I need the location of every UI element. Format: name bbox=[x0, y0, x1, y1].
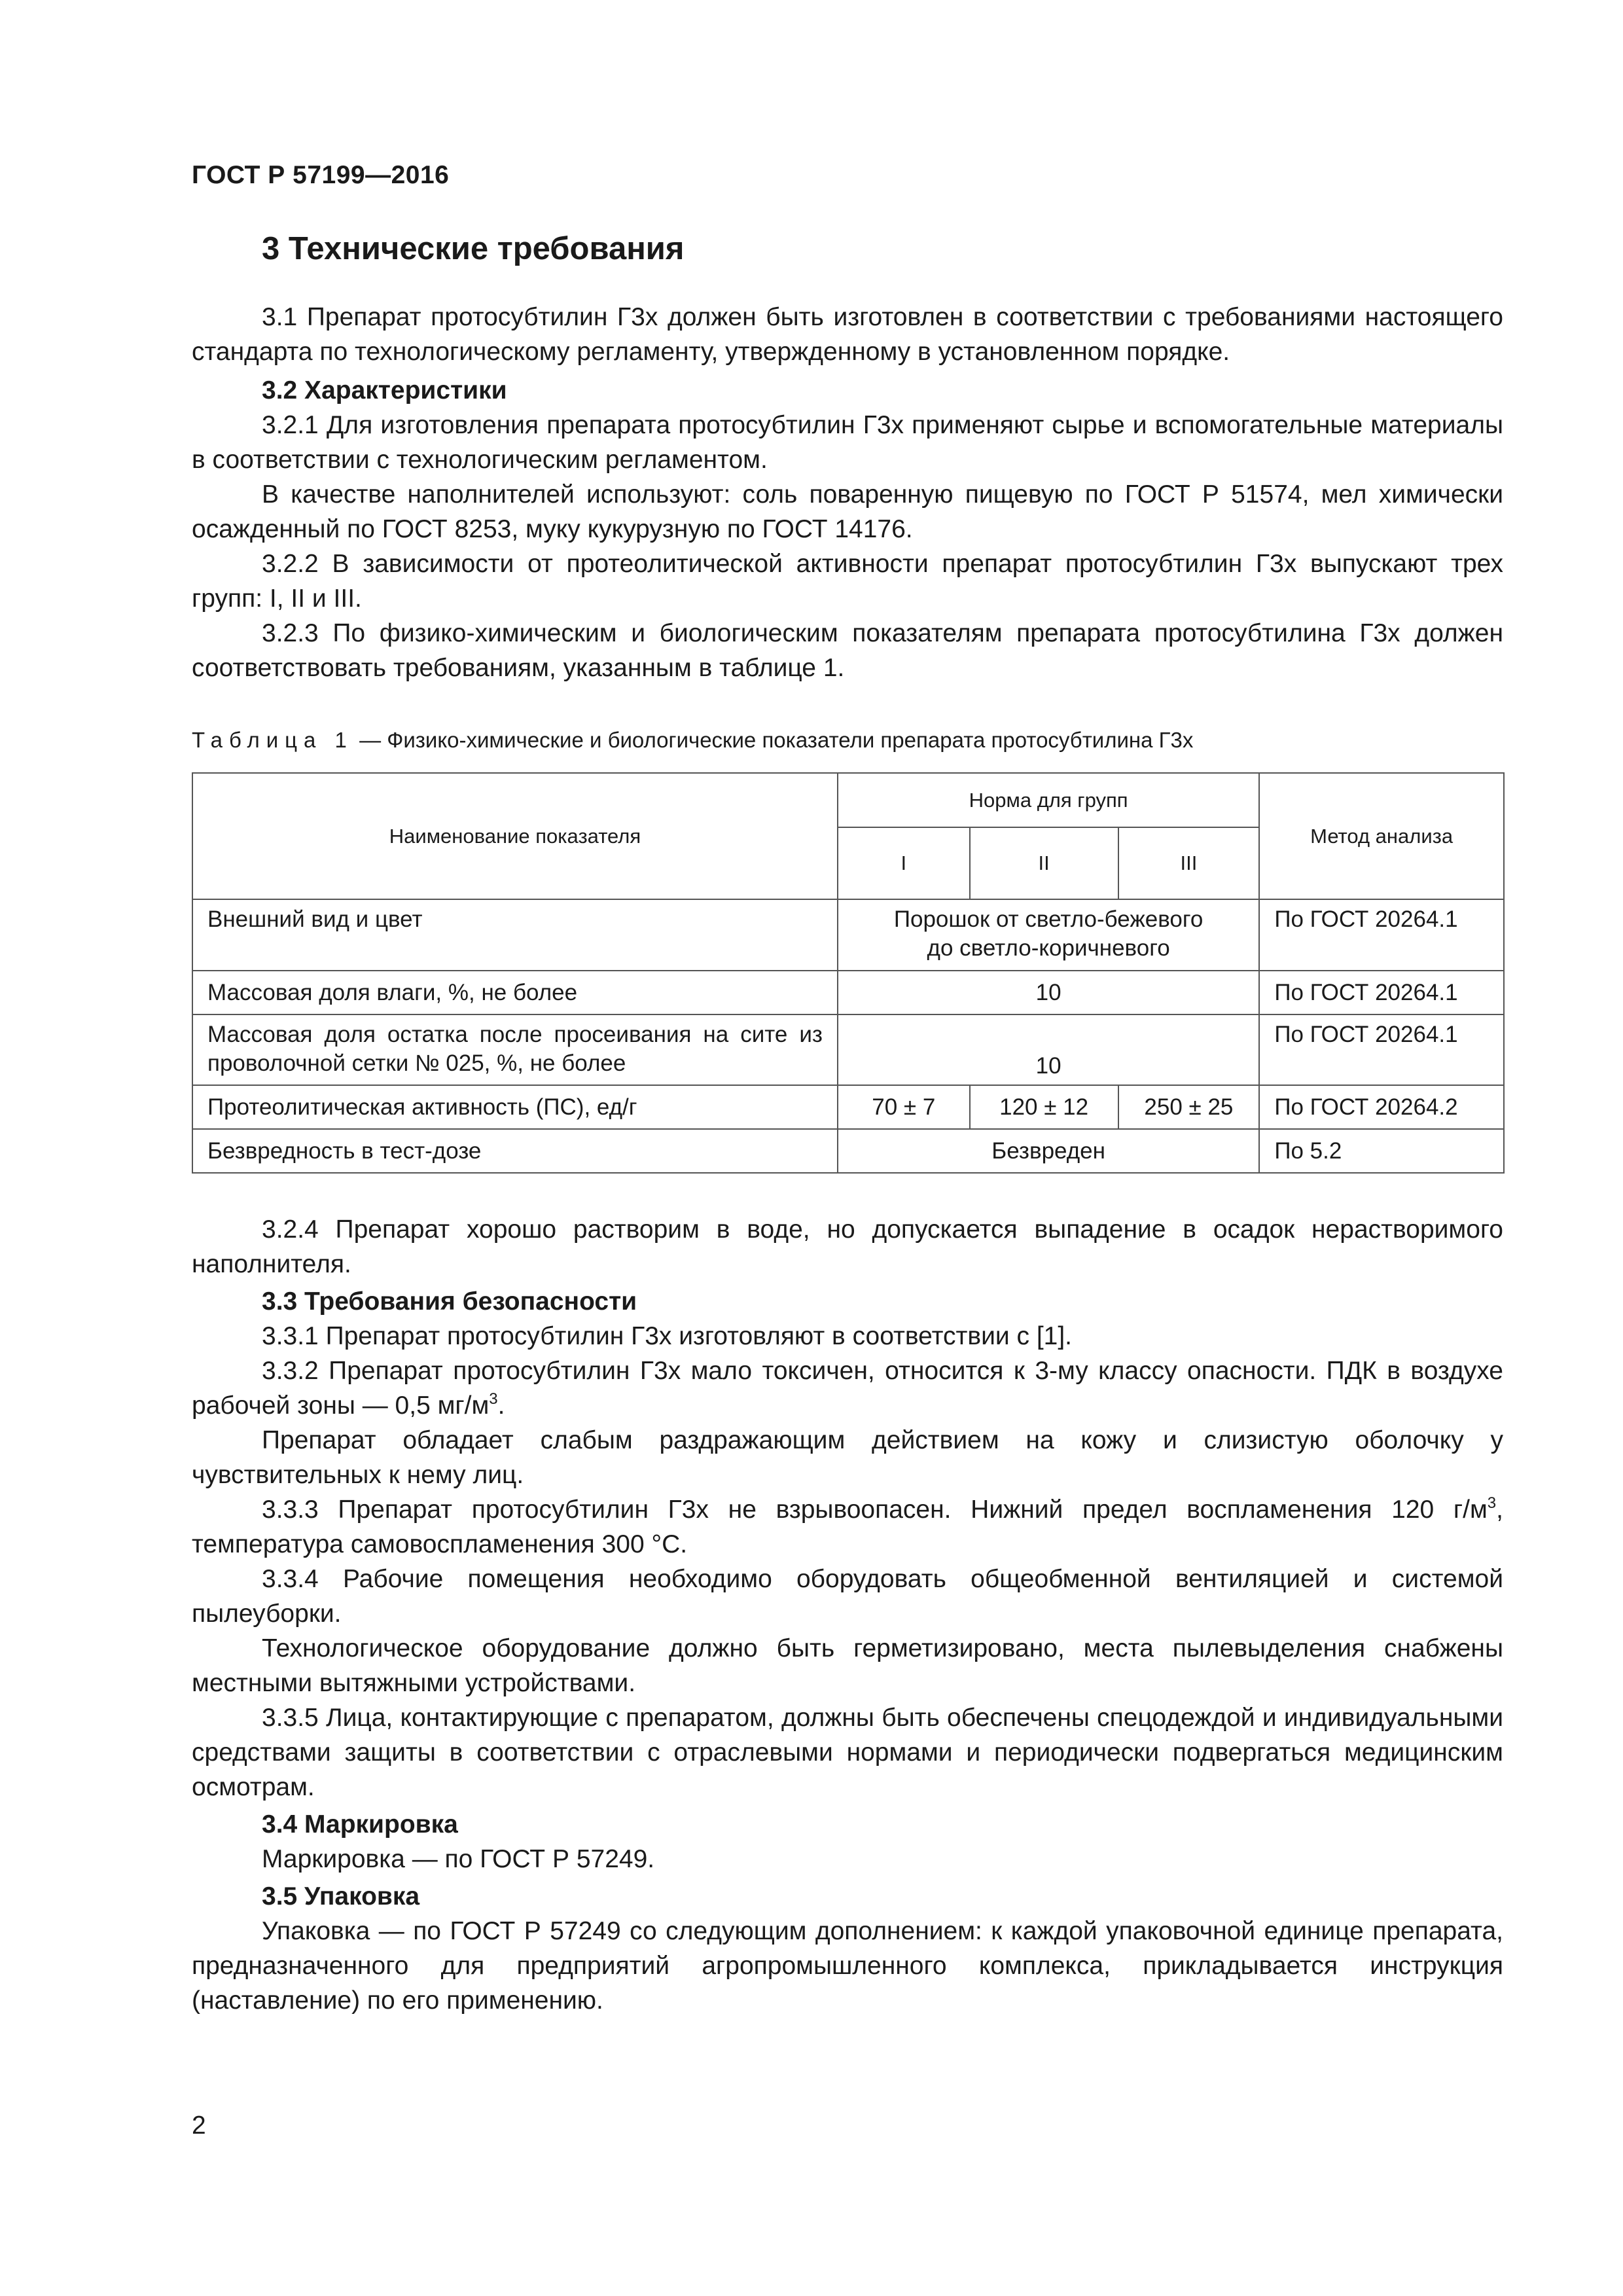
paragraph-3-3-2-end: . bbox=[497, 1391, 505, 1420]
table-row bbox=[192, 1129, 1504, 1173]
paragraph-3-3-5: 3.3.5 Лица, контактирующие с препаратом, должны быть обеспечены спецодеждой и индивидуальными средствами защиты в соответствии с отраслевыми нормами и периодически подвергаться медицинским осмотрам. bbox=[192, 1704, 1503, 1801]
cell-indicator-name: Протеолитическая активность (ПС), ед/г bbox=[192, 1085, 838, 1129]
section-title: 3 Технические требования bbox=[262, 231, 685, 266]
header-group-1: I bbox=[838, 827, 970, 899]
paragraph-3-3-3 bbox=[192, 1492, 1503, 1562]
table-row bbox=[192, 899, 1504, 971]
subsection-heading-3-3: 3.3 Требования безопасности bbox=[262, 1287, 637, 1316]
cell-norm-value-line2: до светло-коричневого bbox=[927, 935, 1170, 961]
cell-analysis-method: По ГОСТ 20264.2 bbox=[1259, 1085, 1504, 1129]
paragraph-3-5: Упаковка — по ГОСТ Р 57249 со следующим дополнением: к каждой упаковочной единице препарата, предназначенного для предприятий агропромышленного комплекса, прикладывается инструкция (наставление) по его применению. bbox=[192, 1917, 1503, 2015]
paragraph-3-2-3: 3.2.3 По физико-химическим и биологическим показателям препарата протосубтилина Г3х должен соответствовать требованиям, указанным в таблице 1. bbox=[192, 619, 1503, 682]
cell-group-2-value: 120 ± 12 bbox=[970, 1085, 1118, 1129]
cell-norm-value: 10 bbox=[838, 1014, 1259, 1085]
header-analysis-method: Метод анализа bbox=[1259, 773, 1504, 899]
table-caption-text: — Физико-химические и биологические показатели препарата протосубтилина Г3х bbox=[353, 728, 1194, 752]
paragraph-3-3-1: 3.3.1 Препарат протосубтилин Г3х изготовляют в соответствии с [1]. bbox=[262, 1322, 1073, 1350]
paragraph-3-3-2-irritation: Препарат обладает слабым раздражающим действием на кожу и слизистую оболочку у чувствительных к нему лиц. bbox=[192, 1426, 1503, 1489]
paragraph-3-3-2-text: 3.3.2 Препарат протосубтилин Г3х мало токсичен, относится к 3-му классу опасности. ПДК в воздухе рабочей зоны — 0,5 мг/м bbox=[192, 1357, 1503, 1420]
header-norm-for-groups: Норма для групп bbox=[838, 773, 1259, 827]
subsection-heading-3-2: 3.2 Характеристики bbox=[262, 376, 507, 404]
cell-analysis-method: По ГОСТ 20264.1 bbox=[1259, 1014, 1504, 1085]
page-number: 2 bbox=[192, 2111, 206, 2140]
cell-indicator-name: Внешний вид и цвет bbox=[192, 899, 838, 971]
superscript: 3 bbox=[1487, 1494, 1497, 1512]
table-row bbox=[192, 1014, 1504, 1085]
cell-analysis-method: По ГОСТ 20264.1 bbox=[1259, 971, 1504, 1014]
header-group-3: III bbox=[1118, 827, 1260, 899]
cell-indicator-name: Безвредность в тест-дозе bbox=[192, 1129, 838, 1173]
cell-indicator-name: Массовая доля влаги, %, не более bbox=[192, 971, 838, 1014]
paragraph-3-1: 3.1 Препарат протосубтилин Г3х должен быть изготовлен в соответствии с требованиями настоящего стандарта по технологическому регламенту, утвержденному в установленном порядке. bbox=[192, 303, 1503, 366]
table-row bbox=[192, 1085, 1504, 1129]
section-3-continued bbox=[192, 1212, 1503, 2018]
cell-norm-value-line1: Порошок от светло-бежевого bbox=[893, 906, 1204, 932]
table-caption-label: Таблица 1 bbox=[192, 728, 353, 752]
cell-group-3-value: 250 ± 25 bbox=[1118, 1085, 1260, 1129]
cell-analysis-method: По ГОСТ 20264.1 bbox=[1259, 899, 1504, 971]
paragraph-3-2-2: 3.2.2 В зависимости от протеолитической активности препарат протосубтилин Г3х выпускают трех групп: I, II и III. bbox=[192, 550, 1503, 613]
paragraph-3-3-3-text: 3.3.3 Препарат протосубтилин Г3х не взрывоопасен. Нижний предел воспламенения 120 г/м bbox=[262, 1496, 1488, 1524]
subsection-heading-3-5: 3.5 Упаковка bbox=[262, 1882, 420, 1910]
table-header-row bbox=[192, 773, 1504, 827]
section-3-intro bbox=[192, 300, 1503, 685]
cell-norm-value: Безвреден bbox=[838, 1129, 1259, 1173]
paragraph-3-3-4-equipment: Технологическое оборудование должно быть герметизировано, места пылевыделения снабжены местными вытяжными устройствами. bbox=[192, 1634, 1503, 1697]
paragraph-3-3-2 bbox=[192, 1354, 1503, 1423]
paragraph-3-3-3-end: , температура самовоспламенения 300 °С. bbox=[192, 1496, 1503, 1558]
table-caption bbox=[192, 728, 1193, 753]
paragraph-3-2-4: 3.2.4 Препарат хорошо растворим в воде, но допускается выпадение в осадок нерастворимого наполнителя. bbox=[192, 1215, 1503, 1278]
paragraph-3-2-1-fillers: В качестве наполнителей используют: соль поваренную пищевую по ГОСТ Р 51574, мел химически осажденный по ГОСТ 8253, муку кукурузную по ГОСТ 14176. bbox=[192, 480, 1503, 543]
header-group-2: II bbox=[970, 827, 1118, 899]
subsection-heading-3-4: 3.4 Маркировка bbox=[262, 1810, 458, 1839]
header-indicator-name: Наименование показателя bbox=[192, 773, 838, 899]
document-header: ГОСТ Р 57199—2016 bbox=[192, 161, 450, 189]
superscript: 3 bbox=[489, 1390, 498, 1408]
cell-analysis-method: По 5.2 bbox=[1259, 1129, 1504, 1173]
cell-group-1-value: 70 ± 7 bbox=[838, 1085, 970, 1129]
indicators-table bbox=[192, 772, 1505, 1174]
cell-indicator-name: Массовая доля остатка после просеивания на сите из проволочной сетки № 025, %, не более bbox=[192, 1014, 838, 1085]
table-row bbox=[192, 971, 1504, 1014]
paragraph-3-4: Маркировка — по ГОСТ Р 57249. bbox=[262, 1845, 655, 1873]
cell-norm-value: 10 bbox=[838, 971, 1259, 1014]
paragraph-3-3-4: 3.3.4 Рабочие помещения необходимо оборудовать общеобменной вентиляцией и системой пылеуборки. bbox=[192, 1565, 1503, 1628]
paragraph-3-2-1: 3.2.1 Для изготовления препарата протосубтилин Г3х применяют сырье и вспомогательные материалы в соответствии с технологическим регламентом. bbox=[192, 411, 1503, 474]
cell-norm-value bbox=[838, 899, 1259, 971]
